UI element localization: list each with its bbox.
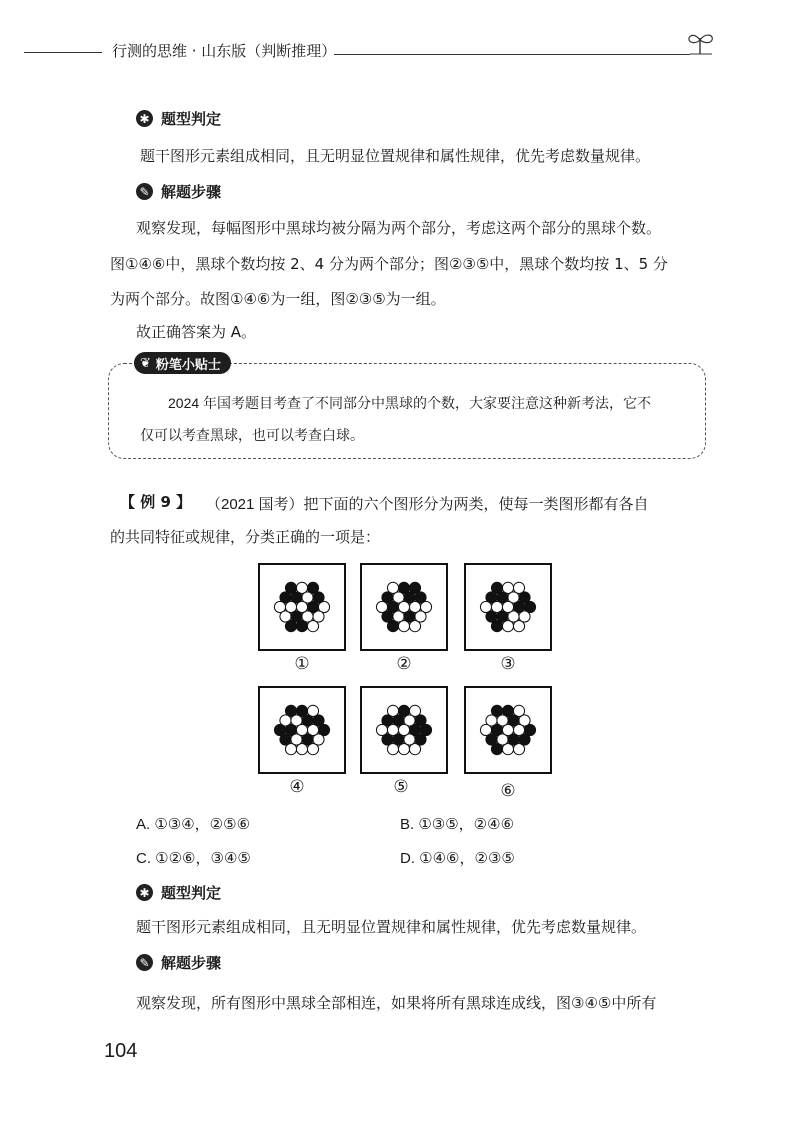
white-ball [398,724,409,735]
ball-cluster [260,688,344,772]
white-ball [502,601,513,612]
ball-cluster [466,688,550,772]
figure-1 [258,563,346,651]
option-b[interactable]: B. ①③⑤，②④⑥ [400,816,515,833]
white-ball [398,601,409,612]
white-ball [296,724,307,735]
steps-line-2-1: 观察发现，所有图形中黑球全部相连，如果将所有黑球连成线，图③④⑤中所有 [136,994,657,1012]
type-judgment-text: 题干图形元素组成相同，且无明显位置规律和属性规律，优先考虑数量规律。 [140,147,651,165]
figure-6-label: ⑥ [500,781,516,801]
figure-4 [258,686,346,774]
option-c[interactable]: C. ①②⑥，③④⑤ [136,850,251,867]
example-question-line-2: 的共同特征或规律，分类正确的一项是： [110,529,381,546]
figure-3-label: ③ [500,654,516,674]
steps-line-3: 为两个部分。故图①④⑥为一组，图②③⑤为一组。 [110,290,446,308]
figure-3 [464,563,552,651]
running-header-title: 行测的思维 · 山东版（判断推理） [112,42,337,60]
figure-1-label: ① [294,654,310,674]
sprout-icon [684,28,718,62]
type-judgment-text-2: 题干图形元素组成相同，且无明显位置规律和属性规律，优先考虑数量规律。 [136,918,647,936]
ball-cluster [466,565,550,649]
lightbulb-icon: ✱ [136,110,153,127]
example-label: 【 例 9 】 [120,493,192,511]
white-ball [502,724,513,735]
option-d[interactable]: D. ①④⑥，②③⑤ [400,850,515,867]
header-rule-right [334,54,690,55]
answer-text: 故正确答案为 A。 [136,323,257,341]
lightbulb-icon: ✱ [136,884,153,901]
figure-5-label: ⑤ [393,777,409,797]
steps-line-1: 观察发现，每幅图形中黑球均被分隔为两个部分，考虑这两个部分的黑球个数。 [136,219,662,237]
ball-cluster [362,565,446,649]
figure-4-label: ④ [289,777,305,797]
ball-cluster [260,565,344,649]
solution-steps-heading: ✎ 解题步骤 [136,181,221,202]
steps-line-2: 图①④⑥中，黑球个数均按 2、4 分为两个部分；图②③⑤中，黑球个数均按 1、5 分 [110,255,668,273]
tip-line-1: 2024 年国考题目考查了不同部分中黑球的个数，大家要注意这种新考法，它不 [168,395,652,411]
ball-cluster [362,688,446,772]
figure-2 [360,563,448,651]
figure-5 [360,686,448,774]
figure-6 [464,686,552,774]
figure-2-label: ② [396,654,412,674]
header-rule-left [24,52,102,53]
example-question-line-1: （2021 国考）把下面的六个图形分为两类，使每一类图形都有各自 [206,496,649,513]
type-judgment-heading-2: ✱ 题型判定 [136,882,221,903]
option-a[interactable]: A. ①③④，②⑤⑥ [136,816,251,833]
tip-label-pill: ❦ 粉笔小贴士 [134,352,231,374]
pen-icon: ✎ [136,183,153,200]
type-judgment-heading: ✱ 题型判定 [136,108,221,129]
white-ball [296,601,307,612]
solution-steps-heading-2: ✎ 解题步骤 [136,952,221,973]
page-number: 104 [104,1040,138,1062]
pen-icon: ✎ [136,954,153,971]
tip-line-2: 仅可以考查黑球，也可以考查白球。 [140,427,364,443]
sprout-small-icon: ❦ [140,355,151,371]
